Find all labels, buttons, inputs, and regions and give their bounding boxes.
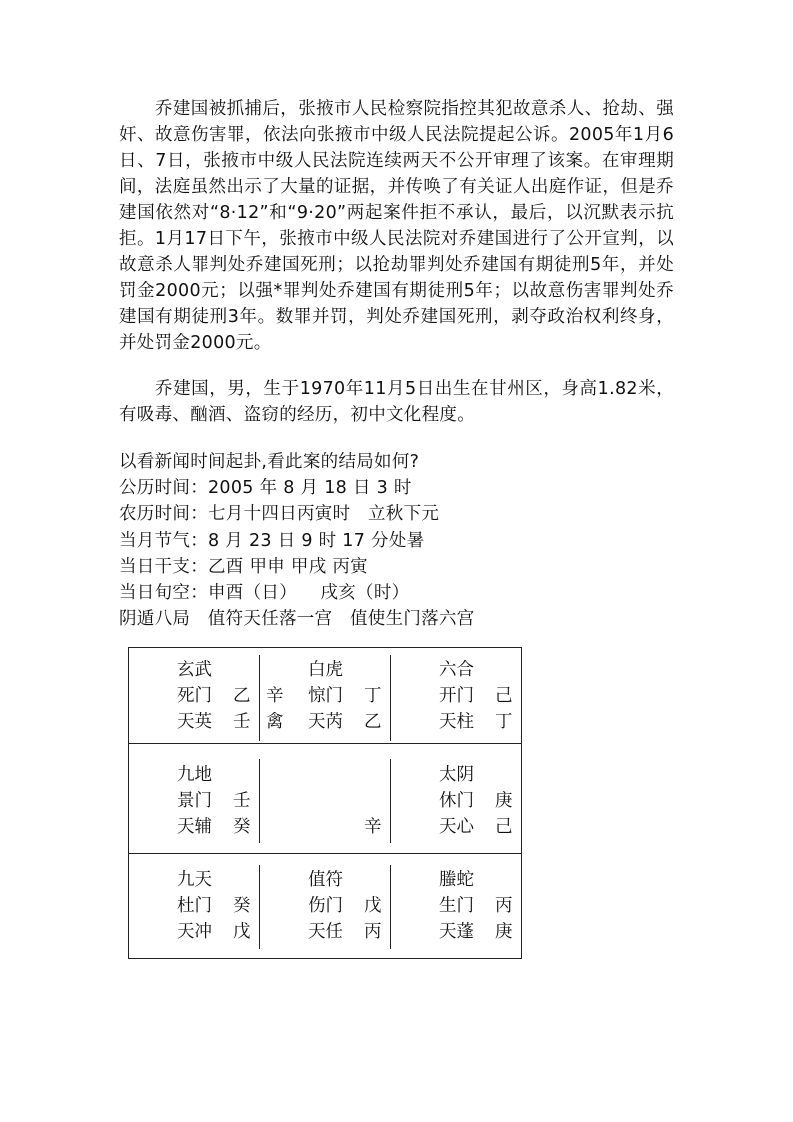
star-stem: 戊	[233, 922, 251, 943]
deity-label: 太阴	[439, 765, 474, 785]
door-label: 生门	[439, 896, 474, 917]
ju-line: 阴遁八局 值符天任落一宫 值使生门落六宫	[119, 609, 475, 630]
star-stem: 壬	[233, 712, 251, 733]
star-label: 天芮	[308, 712, 343, 733]
star-label: 天心	[439, 817, 474, 838]
star-stem: 乙	[364, 712, 382, 733]
profile-paragraph: 乔建国，男，生于1970年11月5日出生在甘州区，身高1.82米，有吸毒、酗酒、盗窃的经历，初中文化程度。	[119, 379, 674, 425]
door-label: 杜门	[177, 896, 212, 917]
door-label: 景门	[177, 791, 212, 812]
star-label: 天蓬	[439, 922, 474, 943]
divination-info	[119, 449, 679, 632]
star-stem: 癸	[233, 817, 251, 838]
grid-line-top	[129, 647, 521, 648]
star-label: 天冲	[177, 922, 212, 943]
palace-sw	[129, 867, 259, 947]
grid-line-row1	[129, 743, 521, 744]
palace-c	[260, 762, 390, 842]
door-stem: 戊	[364, 896, 382, 917]
palace-ne	[391, 657, 521, 737]
star-label: 天任	[308, 922, 343, 943]
door-stem: 己	[495, 686, 513, 707]
door-stem: 丙	[495, 896, 513, 917]
door-label: 惊门	[308, 686, 343, 707]
deity-label: 九天	[177, 870, 212, 890]
deity-label: 玄武	[177, 660, 212, 680]
palace-s	[260, 867, 390, 947]
palace-w	[129, 762, 259, 842]
star-stem: 辛	[364, 817, 382, 838]
star-stem: 丙	[364, 922, 382, 943]
solar-term-line: 当月节气：8 月 23 日 9 时 17 分处暑	[119, 530, 425, 551]
deity-label: 九地	[177, 765, 212, 785]
grid-line-row2	[129, 853, 521, 854]
lunar-time-line: 农历时间：七月十四日丙寅时 立秋下元	[119, 504, 440, 525]
star-label: 天英	[177, 712, 212, 733]
palace-n	[260, 657, 390, 737]
door-label: 死门	[177, 686, 212, 707]
deity-label: 值符	[308, 870, 343, 890]
star-label: 天柱	[439, 712, 474, 733]
palace-e	[391, 762, 521, 842]
star-stem: 丁	[495, 712, 513, 733]
qimen-chart	[128, 647, 522, 959]
xunkong-line: 当日旬空：申酉（日） 戌亥（时）	[119, 583, 410, 604]
palace-se	[391, 867, 521, 947]
ganzhi-line: 当日干支：乙酉 甲申 甲戌 丙寅	[119, 556, 368, 577]
door-label: 开门	[439, 686, 474, 707]
door-label: 休门	[439, 791, 474, 812]
gregorian-time-line: 公历时间：2005 年 8 月 18 日 3 时	[119, 478, 412, 499]
deity-label: 六合	[439, 660, 474, 680]
door-stem: 癸	[233, 896, 251, 917]
palace-nw	[129, 657, 259, 737]
door-stem: 壬	[233, 791, 251, 812]
case-paragraph: 乔建国被抓捕后，张掖市人民检察院指控其犯故意杀人、抢劫、强奸、故意伤害罪，依法向张掖市中级人民法院提起公诉。2005年1月6日、7日，张掖市中级人民法院连续两天不公开审理了该案。在审理期间，法庭虽然出示了大量的证据，并传唤了有关证人出庭作证，但是乔建国依然对“8·12”和“9·20”两起案件拒不承认，最后，以沉默表示抗拒。1月17日下午，张掖市中级人民法院对乔建国进行了公开宣判，以故意杀人罪判处乔建国死刑；以抢劫罪判处乔建国有期徒刑5年，并处罚金2000元；以强*罪判处乔建国有期徒刑5年；以故意伤害罪判处乔建国有期徒刑3年。数罪并罚，判处乔建国死刑，剥夺政治权利终身，并处罚金2000元。	[119, 99, 674, 353]
question-line: 以看新闻时间起卦,看此案的结局如何?	[119, 452, 420, 472]
door-stem: 庚	[495, 791, 513, 812]
star-stem: 己	[495, 817, 513, 838]
star-stem: 庚	[495, 922, 513, 943]
door-stem: 丁	[364, 686, 382, 707]
deity-label: 螣蛇	[439, 870, 474, 890]
deity-label: 白虎	[308, 660, 343, 680]
door-label: 伤门	[308, 896, 343, 917]
door-stem: 乙	[233, 686, 251, 707]
side-stem-bottom: 禽	[266, 712, 284, 733]
star-label: 天辅	[177, 817, 212, 838]
side-stem-top: 辛	[266, 686, 284, 707]
